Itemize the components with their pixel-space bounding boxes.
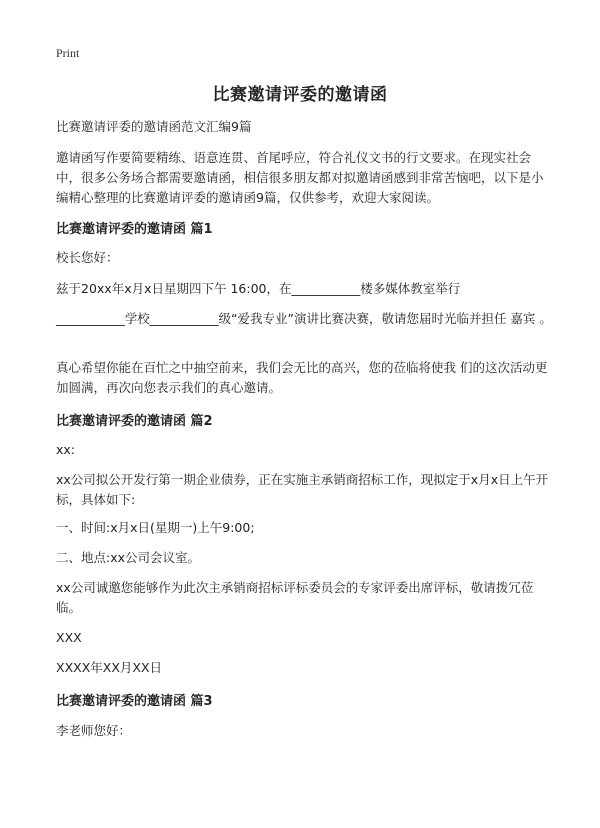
section-1-paragraph-1: 兹于20xx年x月x日星期四下午 16:00，在___________楼多媒体教室举行 (56, 281, 461, 296)
page-title: 比赛邀请评委的邀请函 (212, 85, 388, 105)
section-2-signature: XXX (56, 630, 82, 645)
section-1-heading: 比赛邀请评委的邀请函 篇1 (56, 222, 213, 237)
section-2-heading: 比赛邀请评委的邀请函 篇2 (56, 414, 213, 429)
section-1-salutation: 校长您好： (56, 250, 119, 265)
section-1-paragraph-2: ___________学校___________级“爱我专业”演讲比赛决赛，敬请您届时光临并担任 嘉宾 。 (56, 311, 552, 326)
section-2-paragraph-3: 二、地点:xx公司会议室。 (56, 550, 201, 565)
section-3-salutation: 李老师您好： (56, 723, 132, 738)
section-2-paragraph-1: xx公司拟公开发行第一期企业债券，正在实施主承销商招标工作，现拟定于x月x日上午开标，具体如下: (56, 472, 549, 507)
print-link[interactable]: Print (56, 46, 80, 60)
section-1-paragraph-3: 真心希望你能在百忙之中抽空前来，我们会无比的高兴，您的莅临将使我 们的这次活动更加圆满，再次向您表示我们的真心邀请。 (56, 360, 548, 395)
subtitle: 比赛邀请评委的邀请函范文汇编9篇 (56, 119, 252, 134)
intro-paragraph: 邀请函写作要简要精练、语意连贯、首尾呼应，符合礼仪文书的行文要求。在现实社会中，很多公务场合都需要邀请函，相信很多朋友都对拟邀请函感到非常苦恼吧，以下是小编精心整理的比赛邀请评委的邀请函9篇，仅供参考，欢迎大家阅读。 (56, 150, 544, 205)
section-2-paragraph-2: 一、时间:x月x日(星期一)上午9:00; (56, 520, 255, 535)
section-2-date: XXXX年XX月XX日 (56, 660, 163, 675)
section-2-paragraph-4: xx公司诚邀您能够作为此次主承销商招标评标委员会的专家评委出席评标，敬请拨冗莅临。 (56, 580, 534, 615)
section-3-heading: 比赛邀请评委的邀请函 篇3 (56, 694, 213, 709)
section-2-salutation: xx: (56, 442, 76, 457)
